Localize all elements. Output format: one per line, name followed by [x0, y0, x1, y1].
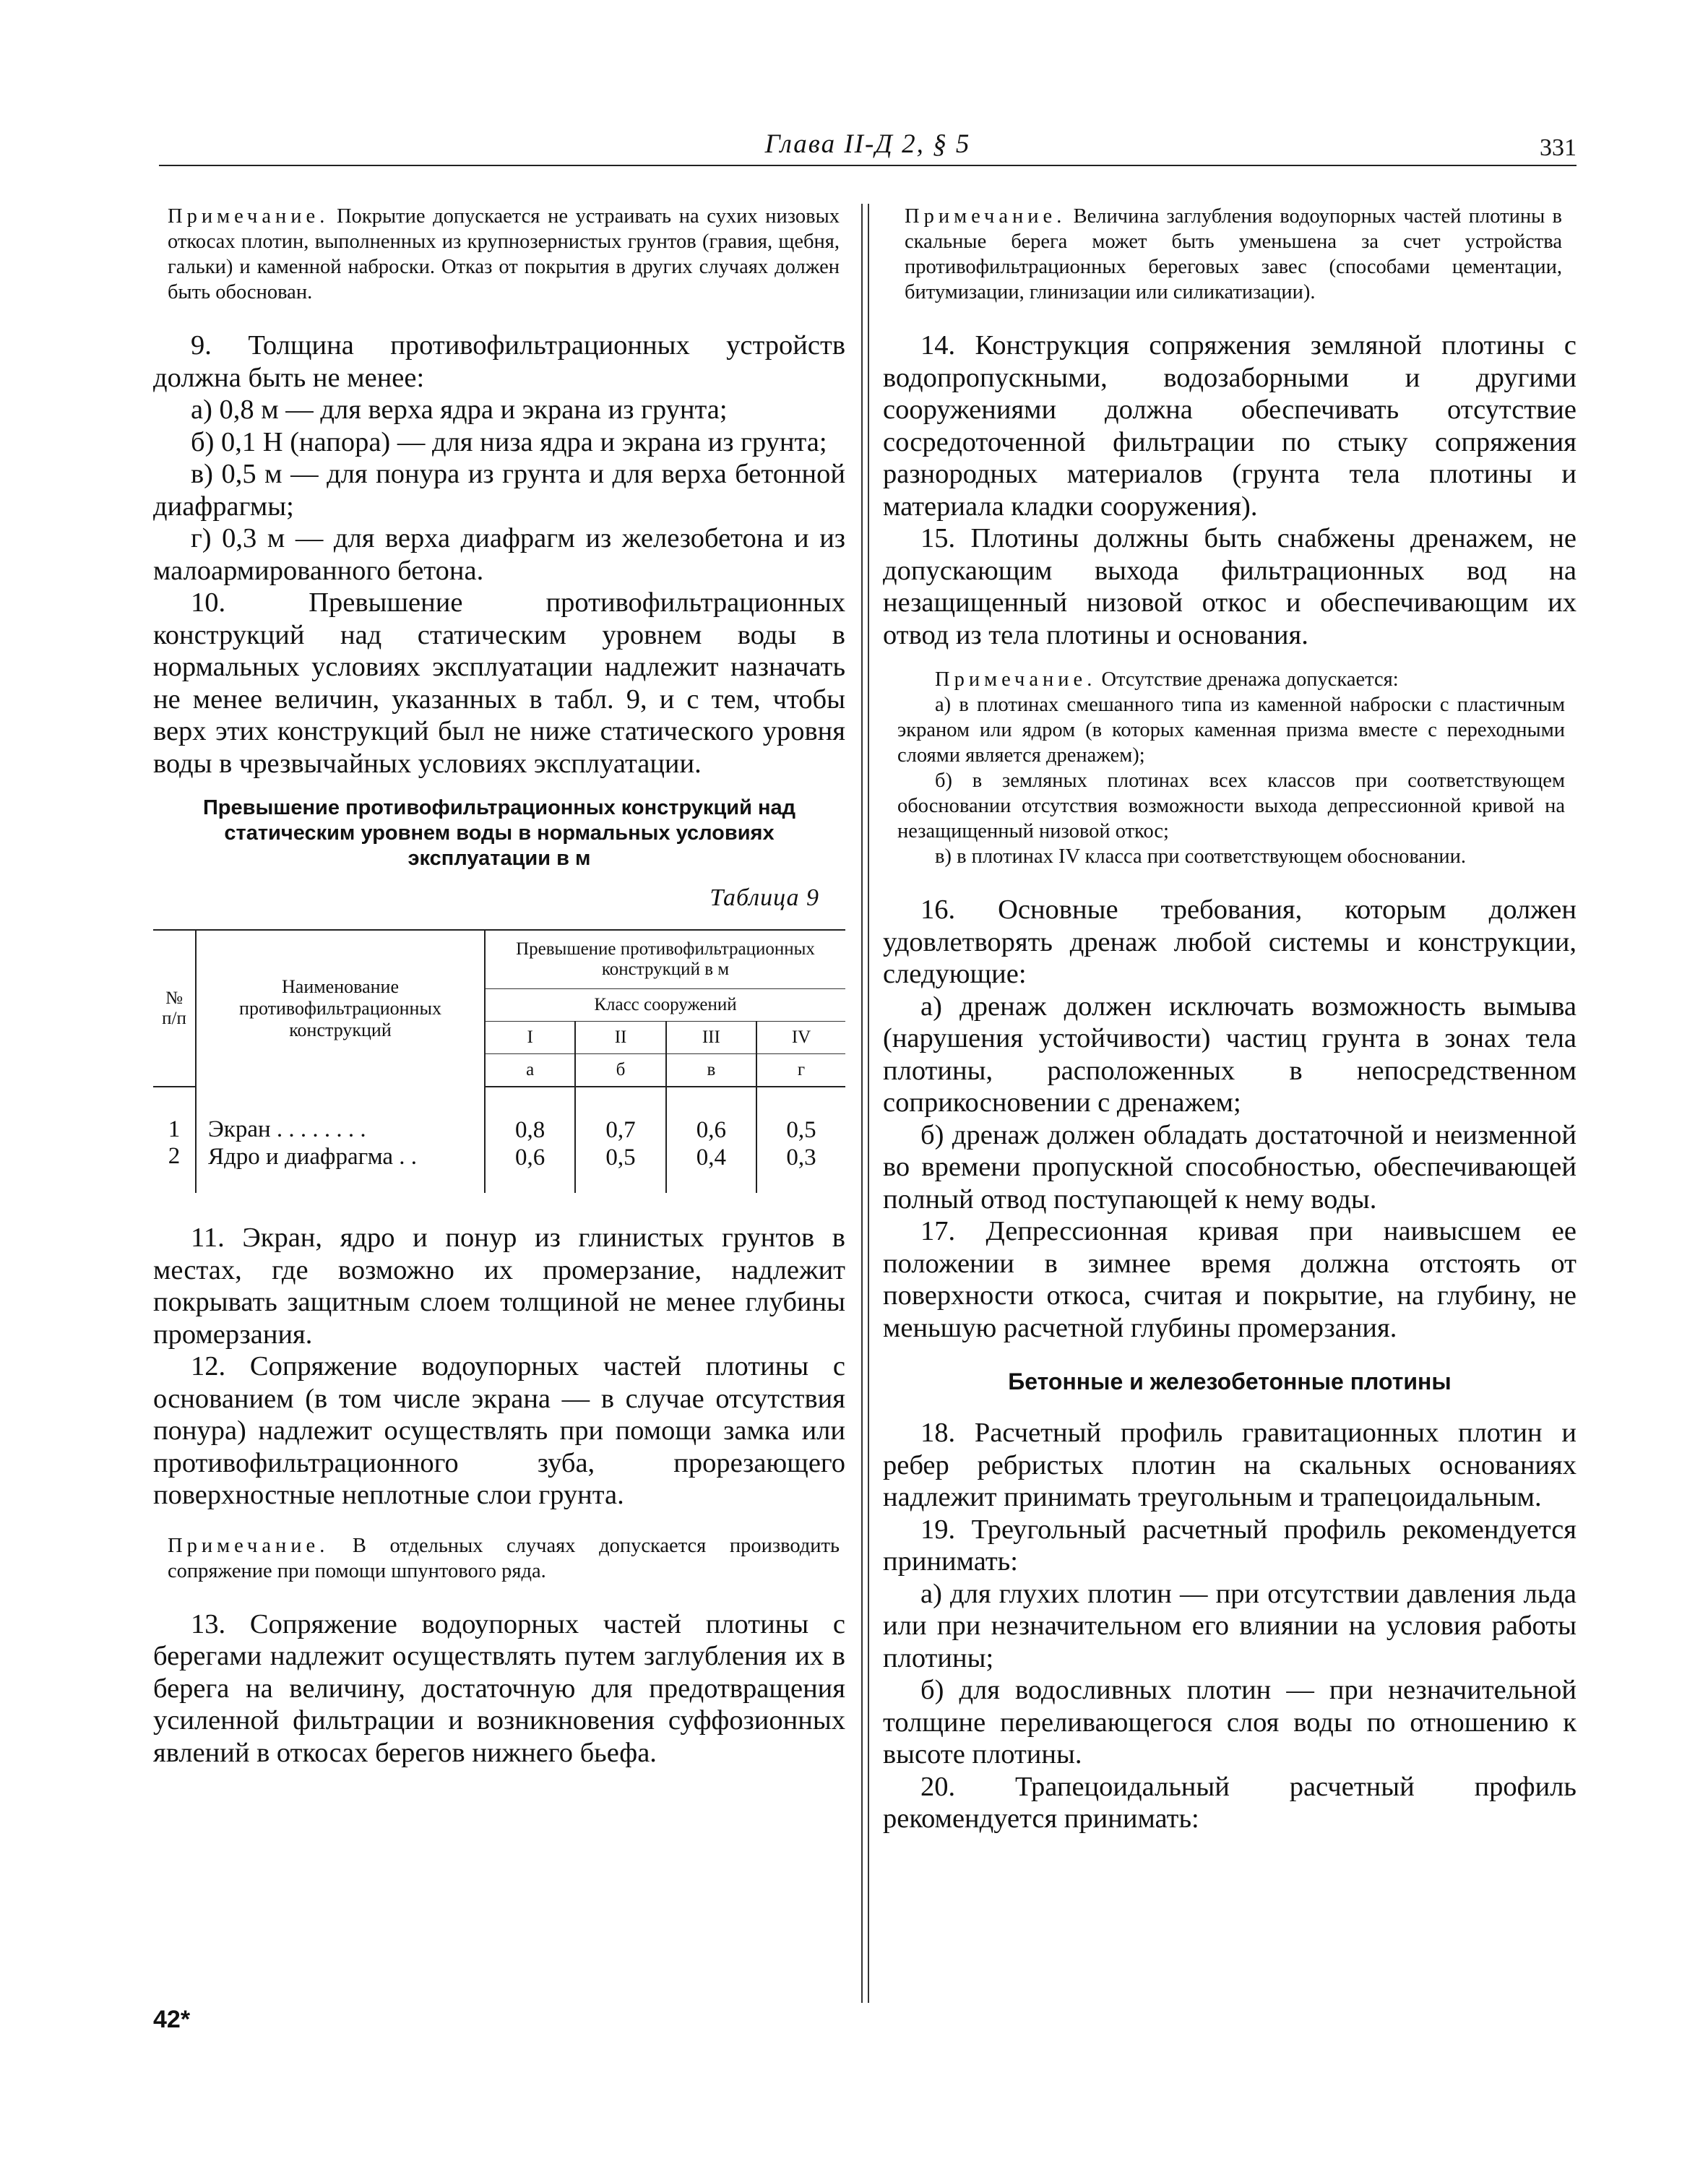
letter-a: а — [485, 1054, 575, 1087]
note-text: Отсутствие дренажа допускается: — [1096, 668, 1399, 691]
paragraph-11: 11. Экран, ядро и понур из глинистых грунтов в местах, где возможно их промерзание, надлежит покрывать защитным слоем толщиной не менее глубины промерзания. — [153, 1223, 845, 1350]
page-header — [159, 129, 1577, 166]
paragraph-9c: в) 0,5 м — для понура из грунта и для верха бетонной диафрагмы; — [153, 459, 845, 522]
note-label: Примечание. — [168, 205, 329, 228]
note-item-c: в) в плотинах IV класса при соответствующем обосновании. — [935, 845, 1467, 868]
letter-b: б — [575, 1054, 665, 1087]
table-body-row — [153, 1087, 845, 1193]
paragraph-16b: б) дренаж должен обладать достаточной и неизменной во времени пропускной способностью, обеспечивающей полный отвод поступающей к нему воды. — [883, 1119, 1577, 1215]
paragraph-9: 9. Толщина противофильтрационных устройств должна быть не менее: — [153, 330, 845, 393]
note-label: Примечание. — [168, 1534, 329, 1557]
paragraph-10: 10. Превышение противофильтрационных конструкций над статическим уровнем воды в нормальных условиях эксплуатации надлежит назначать не менее величин, указанных в табл. 9, и с тем, чтобы верх этих конструкций был не ниже статического уровня воды в чрезвычайных условиях эксплуатации. — [153, 587, 845, 779]
cell-value: 0,6 — [696, 1117, 726, 1143]
row-name: Экран . . . . . . . . — [208, 1116, 366, 1142]
note-sheet-pile — [153, 1533, 845, 1584]
paragraph-9a: а) 0,8 м — для верха ядра и экрана из грунта; — [191, 395, 728, 425]
paragraph-20: 20. Трапецоидальный расчетный профиль рекомендуется принимать: — [883, 1771, 1577, 1834]
paragraph-17: 17. Депрессионная кривая при наивысшем ее положении в зимнее время должна отстоять от поверхности откоса, считая и покрытие, на глубину, не меньшую расчетной глубины промерзания. — [883, 1216, 1577, 1343]
class-i: I — [485, 1022, 575, 1054]
paragraph-16a: а) дренаж должен исключать возможность вымыва (нарушения устойчивости) частиц грунта в зонах тела плотины, расположенных в непосредственном соприкосновении с дренажем; — [883, 991, 1577, 1118]
paragraph-9d: г) 0,3 м — для верха диафрагм из железобетона и из малоармированного бетона. — [153, 523, 845, 586]
left-column — [153, 204, 845, 1769]
note-label: Примечание. — [935, 668, 1097, 691]
paragraph-16: 16. Основные требования, которым должен удовлетворять дренаж любой системы и конструкции, следующие: — [883, 894, 1577, 989]
paragraph-14: 14. Конструкция сопряжения земляной плотины с водопропускными, водозаборными и другими сооружениями должна обеспечивать отсутствие сосредоточенной фильтрации по стыку сопряжения разнородных материалов (грунта тела плотины и материала кладки сооружения). — [883, 330, 1577, 522]
cell-value: 0,3 — [786, 1144, 816, 1171]
note-item-a: а) в плотинах смешанного типа из каменной наброски с пластичным экраном или ядром (в которых каменная призма вместе с переходными слоями является дренажем); — [897, 694, 1565, 767]
class-iv: IV — [756, 1022, 845, 1054]
note-embedding — [883, 204, 1577, 305]
letter-g: г — [756, 1054, 845, 1087]
row-name: Ядро и диафрагма . . — [208, 1144, 417, 1170]
note-label: Примечание. — [905, 205, 1066, 228]
cell-value: 0,8 — [515, 1117, 545, 1143]
note-drainage — [883, 667, 1577, 869]
cell-value: 0,5 — [786, 1117, 816, 1143]
paragraph-13: 13. Сопряжение водоупорных частей плотины с берегами надлежит осуществлять путем заглубления их в берега на величину, достаточную для предотвращения усиленной фильтрации и возникновения суффозионных явлений в откосах берегов нижнего бьефа. — [153, 1608, 845, 1768]
note-text: Покрытие допускается не устраивать на сухих низовых откосах плотин, выполненных из крупнозернистых грунтов (гравия, щебня, гальки) и каменной наброски. Отказ от покрытия в других случаях должен быть обоснован. — [168, 205, 840, 303]
paragraph-9b: б) 0,1 H (напора) — для низа ядра и экрана из грунта; — [191, 426, 827, 457]
table-header-num: № п/п — [153, 930, 196, 1087]
class-iii: III — [666, 1022, 756, 1054]
body-text-r3 — [883, 1417, 1577, 1835]
table-header-class: Класс сооружений — [485, 989, 845, 1022]
body-text — [153, 329, 845, 780]
column-divider — [861, 204, 869, 2003]
row-number: 1 — [168, 1116, 181, 1142]
table-9 — [153, 929, 845, 1193]
body-text-2 — [153, 1222, 845, 1512]
cell-value: 0,5 — [605, 1144, 636, 1171]
note-text: Величина заглубления водоупорных частей плотины в скальные берега может быть уменьшена за счет устройства противофильтрационных береговых завес (способами цементации, битумизации, глинизации или силикатизации). — [905, 205, 1562, 303]
table-caption: Превышение противофильтрационных конструкций над статическим уровнем воды в нормальных условиях эксплуатации в м — [202, 796, 796, 870]
section-title: Бетонные и железобетонные плотины — [1008, 1368, 1452, 1394]
table-header-group: Превышение противофильтрационных конструкций в м — [485, 930, 845, 989]
paragraph-19: 19. Треугольный расчетный профиль рекомендуется принимать: — [883, 1514, 1577, 1577]
table-header-name: Наименование противофильтрационных конструкций — [196, 930, 485, 1087]
cell-value: 0,4 — [696, 1144, 726, 1171]
note-covering — [153, 204, 845, 305]
letter-v: в — [666, 1054, 756, 1087]
page-number: 331 — [1540, 134, 1577, 161]
paragraph-12: 12. Сопряжение водоупорных частей плотины с основанием (в том числе экрана — в случае отсутствия понура) надлежит осуществлять при помощи замка или противофильтрационного зуба, прорезающего поверхностные неплотные слои грунта. — [153, 1351, 845, 1510]
body-text-3 — [153, 1608, 845, 1769]
note-item-b: б) в земляных плотинах всех классов при соответствующем обосновании отсутствия возможности выхода депрессионной кривой на незащищенный низовой откос; — [897, 770, 1565, 842]
body-text-r1 — [883, 329, 1577, 651]
running-title: Глава II-Д 2, § 5 — [764, 129, 971, 159]
paragraph-19a: а) для глухих плотин — при отсутствии давления льда или при незначительном его влиянии на условия работы плотины; — [883, 1578, 1577, 1673]
signature-mark: 42* — [153, 2006, 191, 2033]
cell-value: 0,6 — [515, 1144, 545, 1171]
note-text: В отдельных случаях допускается производить сопряжение при помощи шпунтового ряда. — [168, 1534, 840, 1582]
paragraph-15: 15. Плотины должны быть снабжены дренажем, не допускающим выхода фильтрационных вод на незащищенный низовой откос и обеспечивающим их отвод из тела плотины и основания. — [883, 523, 1577, 650]
paragraph-18: 18. Расчетный профиль гравитационных плотин и ребер ребристых плотин на скальных основаниях надлежит принимать треугольным и трапецоидальным. — [883, 1418, 1577, 1512]
cell-value: 0,7 — [605, 1117, 636, 1143]
class-ii: II — [575, 1022, 665, 1054]
row-number: 2 — [168, 1143, 181, 1169]
table-number: Таблица 9 — [709, 884, 819, 911]
right-column — [883, 204, 1577, 1835]
body-text-r2 — [883, 894, 1577, 1344]
paragraph-19b: б) для водосливных плотин — при незначительной толщине переливающегося слоя воды по отношению к высоте плотины. — [883, 1675, 1577, 1769]
